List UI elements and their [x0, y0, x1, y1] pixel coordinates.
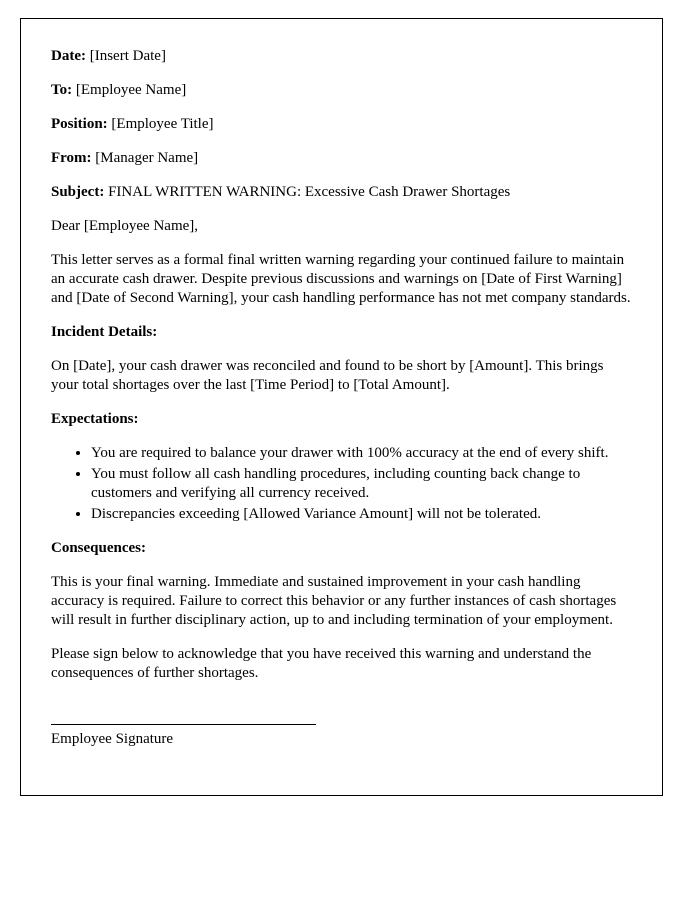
signature-line [51, 723, 316, 725]
field-from [51, 149, 632, 168]
expectations-heading: Expectations: [51, 411, 139, 427]
field-to-value: [Employee Name] [75, 82, 187, 98]
expectations-item: • You are required to balance your drawer with 100% accuracy at the end of every shift. [91, 444, 632, 463]
field-subject [51, 183, 632, 202]
field-date [51, 47, 632, 66]
expectations-item: • You must follow all cash handling procedures, including counting back change to customers and verifying all currency received. [91, 465, 632, 503]
consequences-paragraph: This is your final warning. Immediate and sustained improvement in your cash handling accuracy is required. Failure to correct this behavior or any further instances of cash shortages will result in further disciplinary action, up to and including termination of your employment. [51, 574, 617, 628]
letter-page [20, 18, 663, 796]
field-position-label: Position: [51, 116, 108, 132]
incident-details-heading: Incident Details: [51, 324, 158, 340]
intro-paragraph: This letter serves as a formal final written warning regarding your continued failure to maintain an accurate cash drawer. Despite previous discussions and warnings on [Date of First Warning] and [Date of Second Warning], your cash handling performance has not met company standards. [51, 252, 631, 306]
field-from-value: [Manager Name] [95, 150, 199, 166]
field-date-value: [Insert Date] [89, 48, 166, 64]
field-subject-value: FINAL WRITTEN WARNING: Excessive Cash Drawer Shortages [108, 184, 511, 200]
field-position-value: [Employee Title] [111, 116, 214, 132]
field-to [51, 81, 632, 100]
field-to-label: To: [51, 82, 73, 98]
field-date-label: Date: [51, 48, 86, 64]
field-from-label: From: [51, 150, 92, 166]
field-subject-label: Subject: [51, 184, 105, 200]
field-position [51, 115, 632, 134]
expectations-list [51, 444, 632, 524]
incident-paragraph: On [Date], your cash drawer was reconciled and found to be short by [Amount]. This brings your total shortages over the last [Time Period] to [Total Amount]. [51, 358, 604, 393]
acknowledgement-paragraph: Please sign below to acknowledge that you have received this warning and understand the consequences of further shortages. [51, 646, 592, 681]
signature-label: Employee Signature [51, 731, 174, 747]
consequences-heading: Consequences: [51, 540, 147, 556]
expectations-item: • Discrepancies exceeding [Allowed Variance Amount] will not be tolerated. [91, 505, 632, 524]
salutation: Dear [Employee Name], [51, 218, 199, 234]
